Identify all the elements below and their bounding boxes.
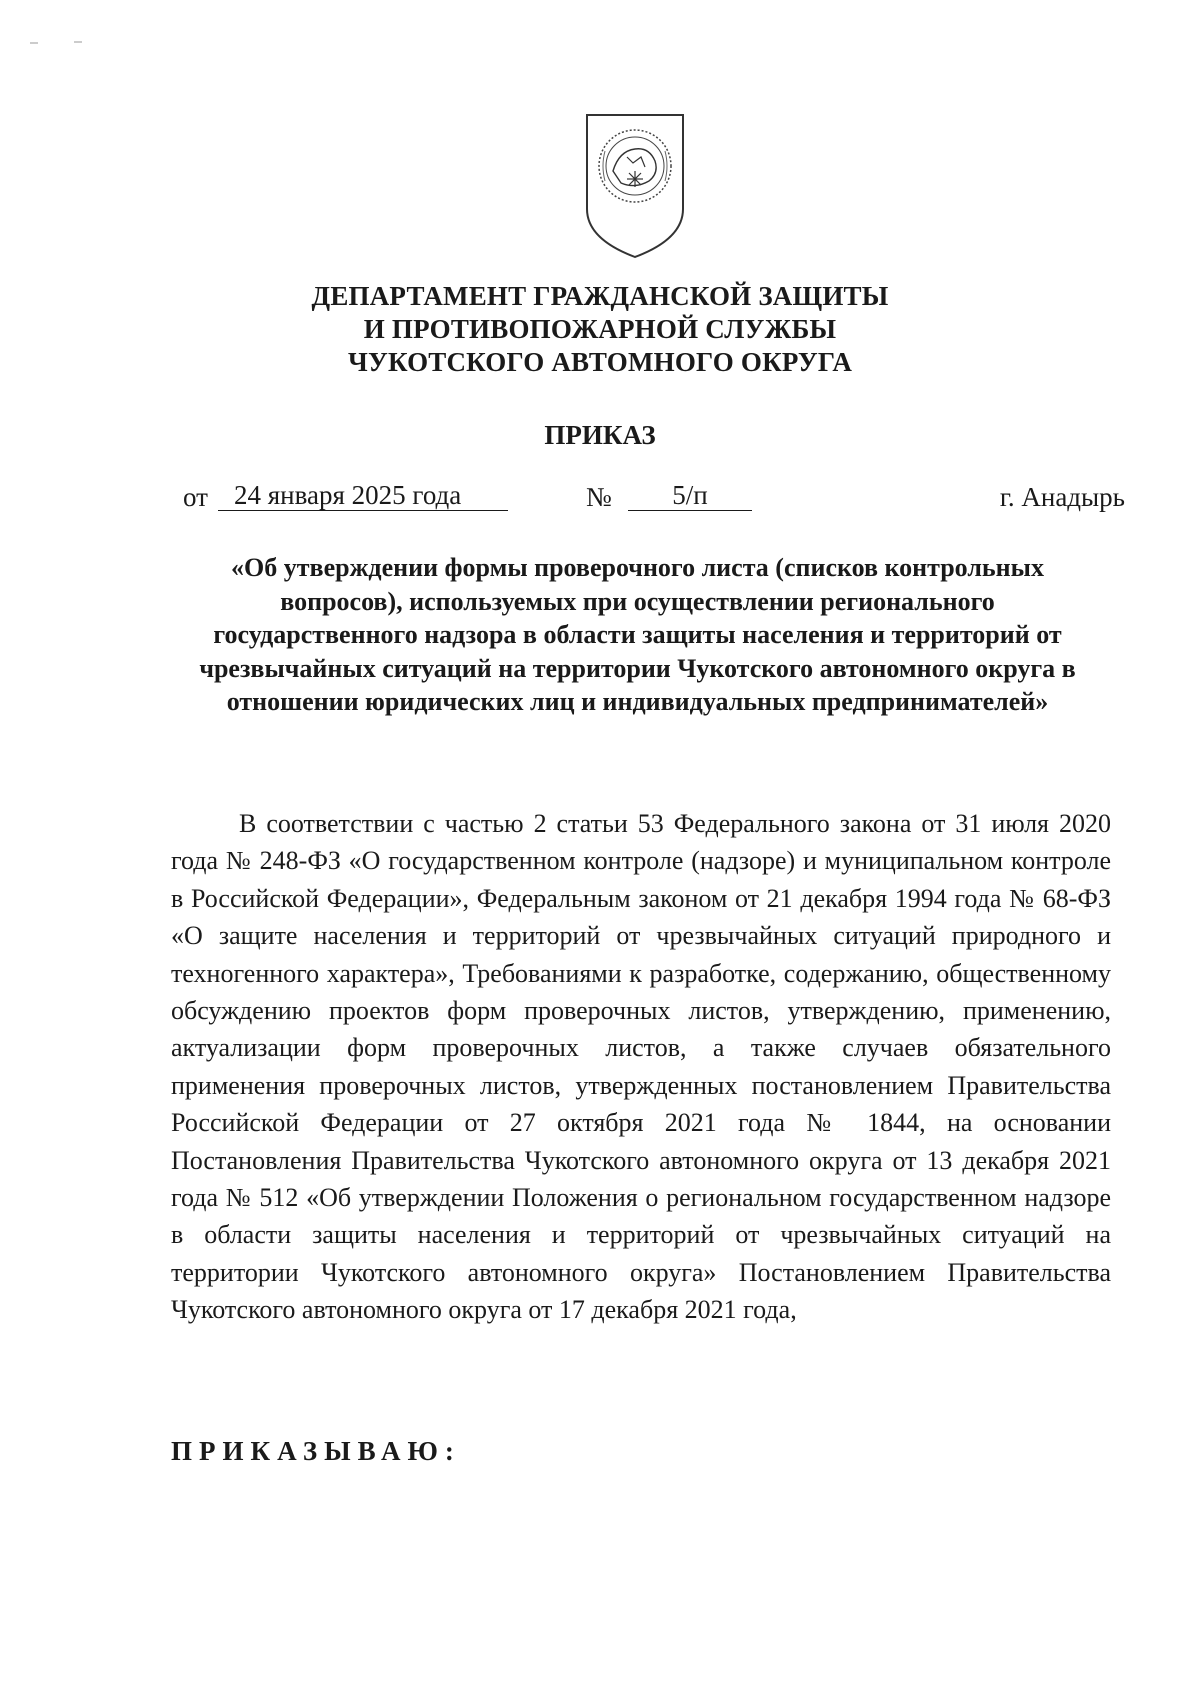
order-subject: «Об утверждении формы проверочного листа (списков контрольных вопросов), используемых при осуществлении регионального государственного надзора в области защиты населения и территорий от чрезвычайных ситуаций на территории Чукотского автономного округа в отношении юридических лиц и индивидуальных предпринимателей»: [199, 553, 1076, 716]
department-header: [0, 280, 1200, 379]
order-number: 5/п: [628, 480, 752, 511]
coat-of-arms-icon: [583, 111, 687, 261]
resolution-heading: ПРИКАЗЫВАЮ:: [171, 1436, 461, 1466]
order-body: [171, 805, 1111, 1329]
department-line: ДЕПАРТАМЕНТ ГРАЖДАНСКОЙ ЗАЩИТЫ: [311, 281, 889, 311]
department-line: И ПРОТИВОПОЖАРНОЙ СЛУЖБЫ: [363, 314, 837, 344]
scan-artifact: [30, 40, 90, 46]
number-label: №: [586, 482, 612, 512]
date-prefix: от: [183, 482, 208, 512]
body-paragraph: В соответствии с частью 2 статьи 53 Федерального закона от 31 июля 2020 года № 248-ФЗ «О государственном контроле (надзоре) и муниципальном контроле в Российской Федерации», Федеральным законом от 21 декабря 1994 года № 68-ФЗ «О защите населения и территорий от чрезвычайных ситуаций природного и техногенного характера», Требованиями к разработке, содержанию, общественному обсуждению проектов форм проверочных листов, утверждению, применению, актуализации форм проверочных листов, а также случаев обязательного применения проверочных листов, утвержденных постановлением Правительства Российской Федерации от 27 октября 2021 года № 1844, на основании Постановления Правительства Чукотского автономного округа от 13 декабря 2021 года № 512 «Об утверждении Положения о региональном государственном надзоре в области защиты населения и территорий от чрезвычайных ситуаций на территории Чукотского автономного округа» Постановлением Правительства Чукотского автономного округа от 17 декабря 2021 года,: [171, 809, 1111, 1325]
order-meta-row: [0, 480, 1200, 514]
order-date: 24 января 2025 года: [218, 480, 508, 511]
order-city: г. Анадырь: [999, 482, 1125, 512]
document-type: ПРИКАЗ: [544, 420, 656, 450]
department-line: ЧУКОТСКОГО АВТОМНОГО ОКРУГА: [347, 347, 853, 377]
